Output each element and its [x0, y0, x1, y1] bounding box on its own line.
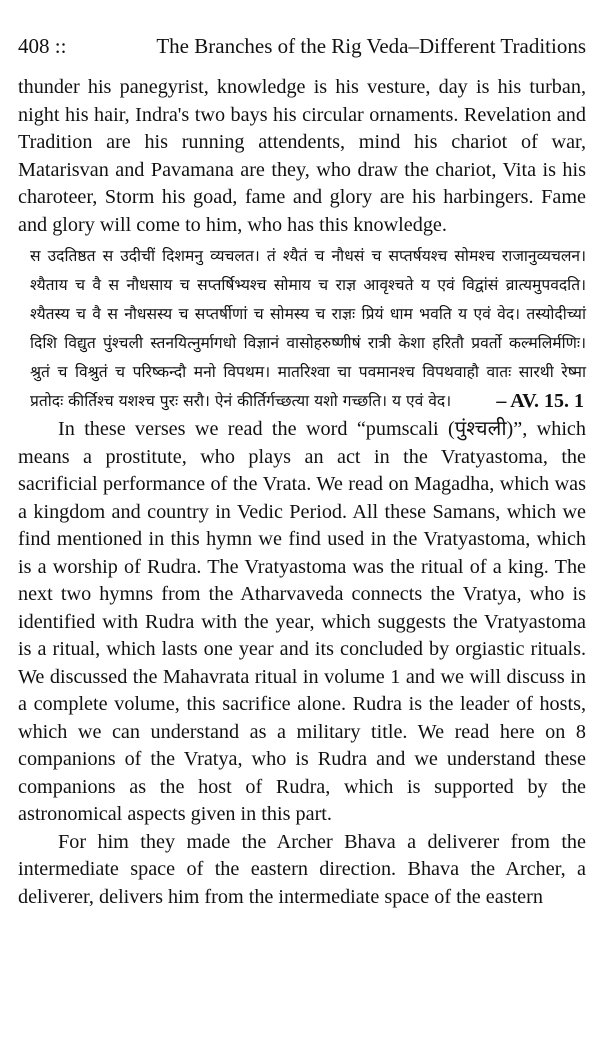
sanskrit-verse-block	[30, 242, 586, 416]
paragraph-commentary: In these verses we read the word “pumscali (पुंश्चली)”, which means a prostitute, who plays an act in the Vratyastoma, the sacrificial performance of the Vrata. We read on Magadha, which was a kingdom and country in Vedic Period. All these Samans, which we find mentioned in this hymn we find used in the Vratyastoma, which is a worship of Rudra. The Vratyastoma was the ritual of a king. The next two hymns from the Atharvaveda connects the Vratya, who is identified with Rudra with the year, which suggests the Vratyastoma is a ritual, which lasts one year and its concluded by orgiastic rituals. We discussed the Mahavrata ritual in volume 1 and we will discuss in a complete volume, this sacrifice alone. Rudra is the leader of hosts, which we can understand as a military title. We read here on 8 companions of the Vratya, who is Rudra and we understand these companions as the host of Rudra, which is supported by the astronomical aspects given in this part.	[18, 418, 586, 825]
sanskrit-verse-text: स उदतिष्ठत स उदीचीं दिशमनु व्यचलत। तं श्यैतं च नौधसं च सप्तर्षयश्च सोमश्च राजानुव्यचलन। श्यैताय च वै स नौधसाय च सप्तर्षिभ्यश्च सोमाय च राज्ञ आवृश्चते य एवं विद्वांसं व्रात्यमुपवदति। श्यैतस्य च वै स नौधसस्य च सप्तर्षीणां च सोमस्य च राज्ञः प्रियं धाम भवति य एवं वेद। तस्योदीच्यां दिशि विद्युत पुंश्चली स्तनयित्नुर्मागधो विज्ञानं वासोहरुष्णीषं रात्री केशा हरितौ प्रवर्तो कल्मलिर्मणिः। श्रुतं च विश्रुतं च परिष्कन्दौ मनो विपथम। मातरिश्वा चा पवमानश्च विपथवाहौ वातः सारथी रेष्मा प्रतोदः कीर्तिश्च यशश्च पुरः सरौ। ऐनं कीर्तिर्गच्छत्या यशो गच्छति। य एवं वेद।	[30, 247, 586, 410]
verse-citation: – AV. 15. 1	[496, 390, 584, 412]
page-number: 408 ::	[18, 34, 67, 58]
running-title: The Branches of the Rig Veda–Different Traditions	[156, 34, 586, 58]
page-body	[18, 74, 586, 911]
paragraph-continuation: thunder his panegyrist, knowledge is his vesture, day is his turban, night his hair, Indra's two bays his circular ornaments. Revelation and Tradition are his running attendents, mind his chariot of war, Matarisvan and Pavamana are they, who draw the chariot, Vita is his charoteer, Storm his goad, fame and glory are his harbingers. Fame and glory will come to him, who has this knowledge.	[18, 76, 586, 236]
page-header	[18, 32, 586, 60]
paragraph-archer-bhava: For him they made the Archer Bhava a deliverer from the intermediate space of the eastern direction. Bhava the Archer, a deliverer, delivers him from the intermediate space of the eastern	[18, 830, 586, 908]
